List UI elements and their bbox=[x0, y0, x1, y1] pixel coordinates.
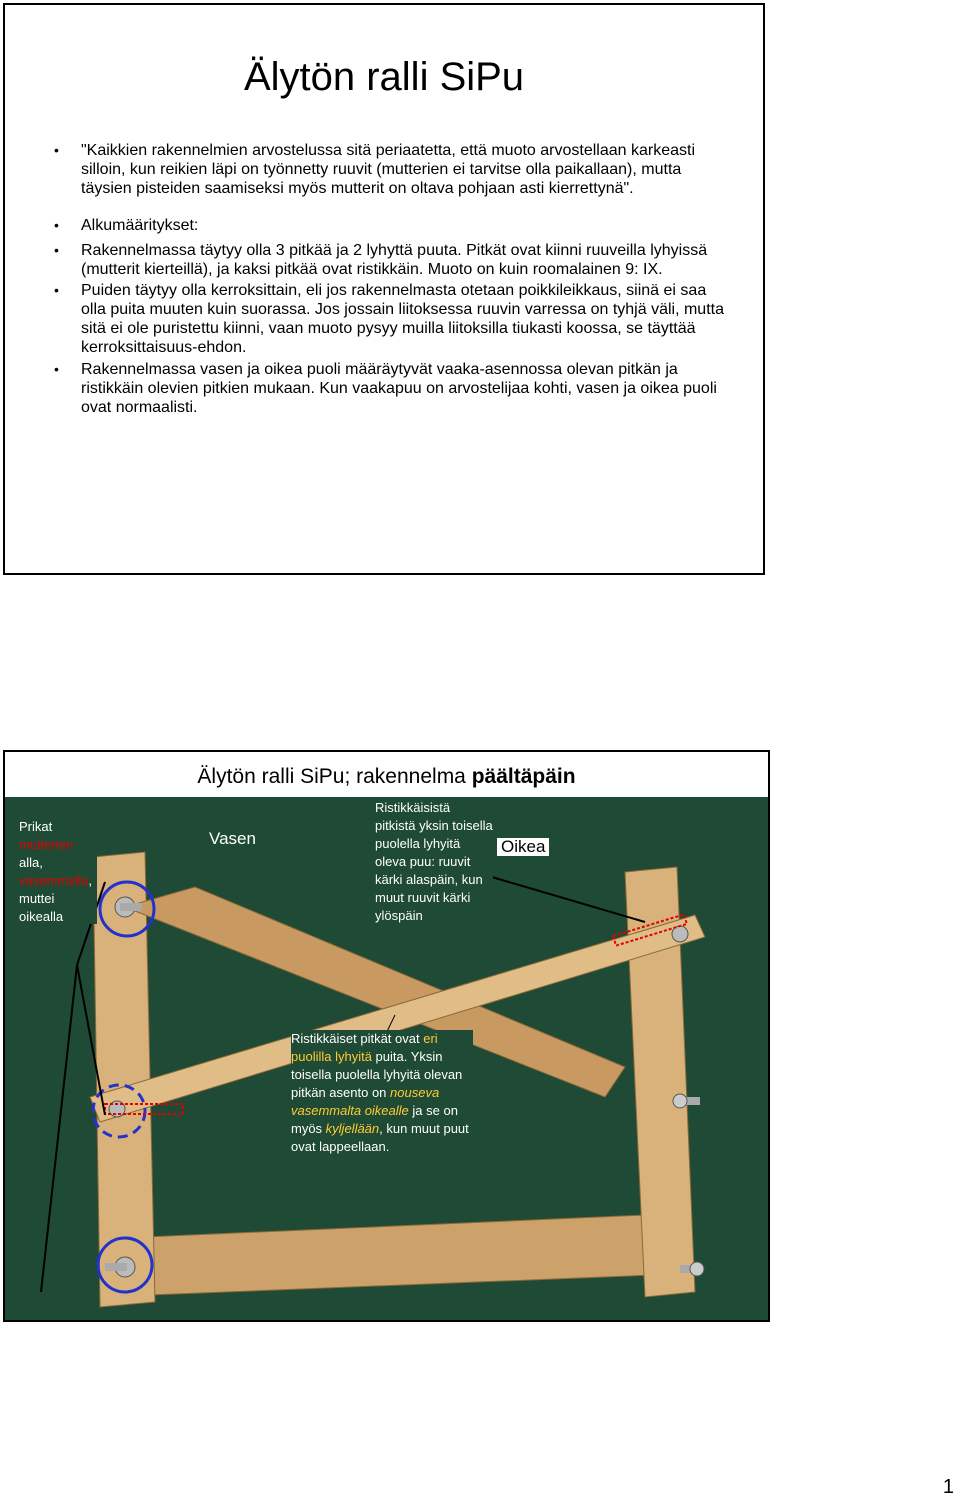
label-ristikkaisista: Ristikkäisistä pitkistä yksin toisella puolella lyhyitä oleva puu: ruuvit kärki alaspäin, kun muut ruuvit kärki ylöspäin bbox=[375, 800, 493, 923]
bullet-icon: • bbox=[54, 217, 59, 233]
bullet-item: • Puiden täytyy olla kerroksittain, eli jos rakennelmasta otetaan poikkileikkaus, siinä ei saa olla puita muuten kuin suorassa. Jos jossain liitoksessa ruuvin varressa on tyhjä väli, mutta sitä ei ole puristettu kiinni, vaan muoto pysyy muilla liitoksilla tiukasti koossa, se täyttää kerroksittaisuus-ehdon. bbox=[54, 282, 724, 356]
slide-1-title: Älytön ralli SiPu bbox=[243, 55, 525, 99]
bullet-item: • Alkumääritykset: bbox=[54, 217, 199, 234]
label-ristikkaiset: Ristikkäiset pitkät ovat eri puolilla lyhyitä puita. Yksin toisella puolella lyhyitä olevan pitkän asento on nouseva vasemmalta oikealle ja se on myös kyljellään, kun muut puut ovat lappeellaan. bbox=[291, 1030, 473, 1156]
label-vasen: Vasen bbox=[209, 829, 256, 848]
bullet-item: • Rakennelmassa vasen ja oikea puoli määräytyvät vaaka-asennossa olevan pitkän ja ristikkäin olevien pitkien mukaan. Kun vaakapuu on arvostelijaa kohti, vasen ja oikea puoli ovat normaalisti. bbox=[54, 361, 717, 416]
slide-1-bullet-list bbox=[49, 141, 729, 435]
bullet-item: • "Kaikkien rakennelmien arvostelussa sitä periaatetta, että muoto arvostellaan karkeasti silloin, kun reikien läpi on työnnetty ruuvit (mutterien ei tarvitse olla paikallaan), mutta täysien pisteiden saamiseksi myös mutterit on oltava pohjaan asti kierrettynä". bbox=[54, 142, 695, 197]
bullet-icon: • bbox=[54, 142, 59, 158]
slide-1 bbox=[3, 3, 765, 575]
slide-2 bbox=[3, 750, 770, 1322]
label-prikat: Prikat mutterien alla, vasemmalla, muttei oikealla bbox=[19, 818, 97, 924]
bullet-icon: • bbox=[54, 361, 59, 377]
slide-2-title: Älytön ralli SiPu; rakennelma päältäpäin bbox=[197, 765, 576, 788]
bullet-item: • Rakennelmassa täytyy olla 3 pitkää ja 2 lyhyttä puuta. Pitkät ovat kiinni ruuveilla lyhyissä (mutterit kierteillä), ja kaksi pitkää ovat ristikkäin. Muoto on kuin roomalainen 9: IX. bbox=[54, 242, 708, 278]
bullet-icon: • bbox=[54, 242, 59, 258]
bullet-icon: • bbox=[54, 282, 59, 298]
page-number: 1 bbox=[942, 1476, 954, 1498]
label-oikea: Oikea bbox=[497, 838, 549, 856]
